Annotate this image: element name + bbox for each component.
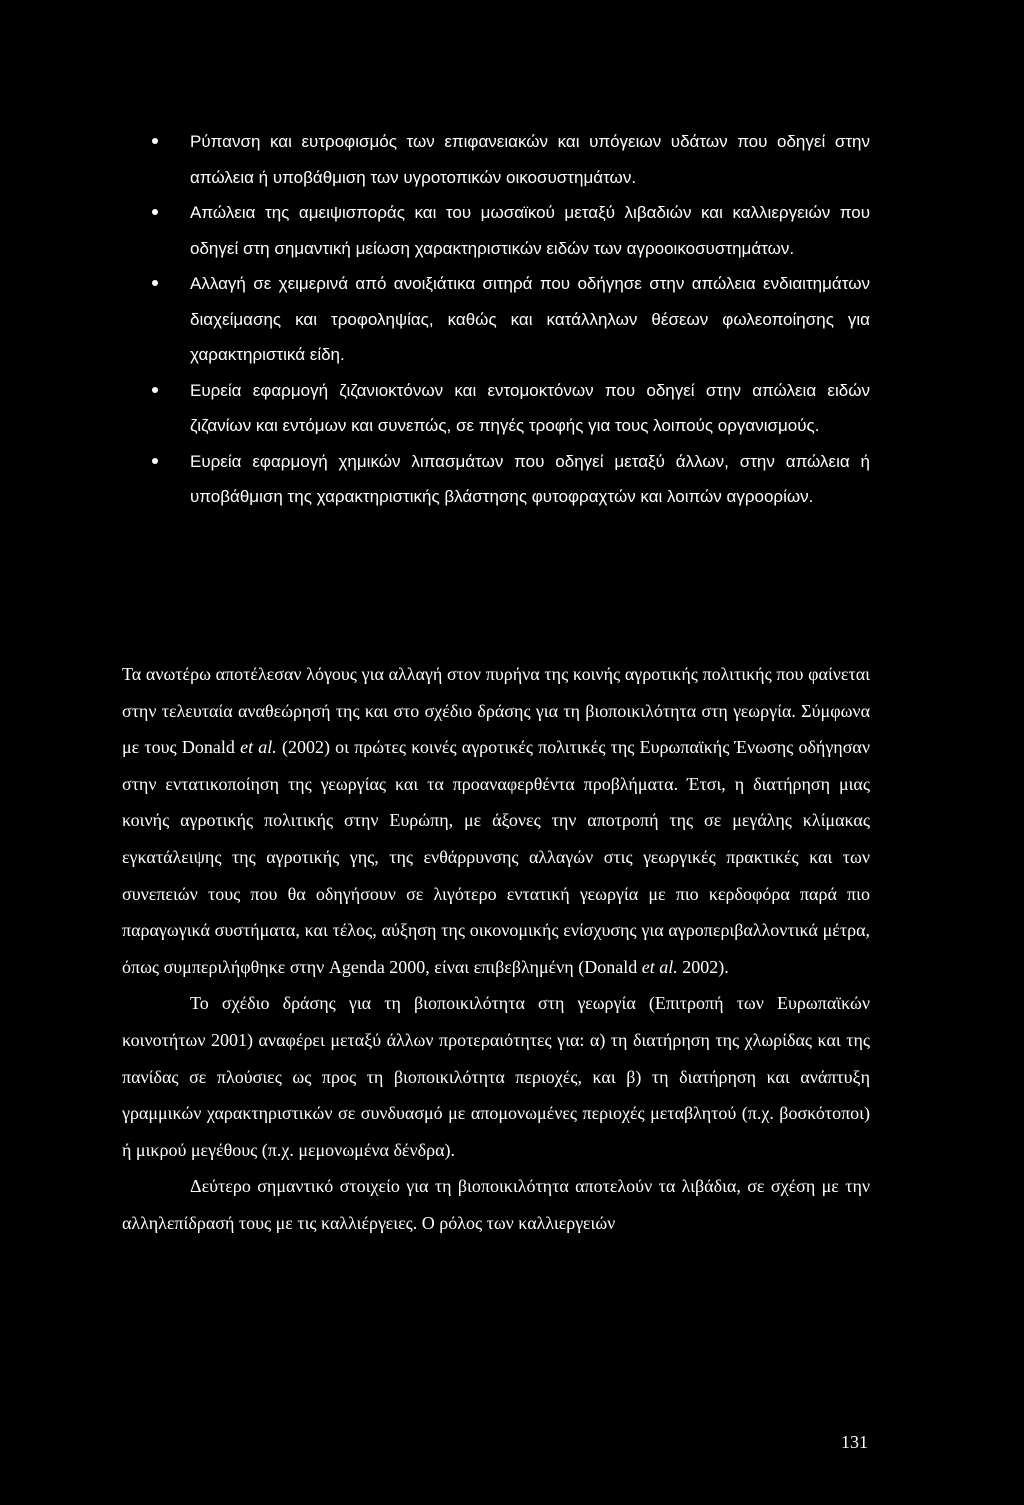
paragraph-text: 2002). xyxy=(677,956,729,977)
page-number: 131 xyxy=(841,1432,868,1452)
bullet-text: Ευρεία εφαρμογή χημικών λιπασμάτων που οδηγεί μεταξύ άλλων, στην απώλεια ή υποβάθμιση της χαρακτηριστικής βλάστησης φυτοφραχτών και λοιπών αγροορίων. xyxy=(190,451,870,506)
et-al-citation: et al. xyxy=(641,956,678,977)
bullet-text: Αλλαγή σε χειμερινά από ανοιξιάτικα σιτηρά που οδήγησε στην απώλεια ενδιαιτημάτων διαχείμασης και τροφοληψίας, καθώς και κατάλληλων θέσεων φωλεοποίησης για χαρακτηριστικά είδη. xyxy=(190,274,870,364)
body-text xyxy=(122,656,870,1242)
paragraph-action-plan: Το σχέδιο δράσης για τη βιοποικιλότητα στη γεωργία (Επιτροπή των Ευρωπαϊκών κοινοτήτων 2001) αναφέρει μεταξύ άλλων προτεραιότητες για: α) τη διατήρηση της χλωρίδας και της πανίδας σε πλούσιες ως προς τη βιοποικιλότητα περιοχές, και β) τη διατήρηση και ανάπτυξη γραμμικών χαρακτηριστικών σε συνδυασμό με απομονωμένες περιοχές μεταβλητού (π.χ. βοσκότοποι) ή μικρού μεγέθους (π.χ. μεμονωμένα δένδρα). xyxy=(122,993,870,1160)
bullet-dot-icon xyxy=(152,280,158,286)
bullet-item xyxy=(150,195,870,266)
bullet-item xyxy=(150,444,870,515)
bullet-dot-icon xyxy=(152,458,158,464)
et-al-citation: et al. xyxy=(240,737,277,758)
paragraph-text: Τα ανωτέρω αποτέλεσαν λόγους για αλλαγή στον πυρήνα της κοινής αγροτικής πολιτικής που φαίνεται στην τελευταία αναθεώρησή της και στο σχέδιο δράσης για τη βιοποικιλότητα στη γεωργία. Σύμφωνα με τους Donald xyxy=(122,664,870,758)
bullet-list xyxy=(150,124,870,515)
bullet-dot-icon xyxy=(152,138,158,144)
paragraph-text: (2002) οι πρώτες κοινές αγροτικές πολιτικές της Ευρωπαϊκής Ένωσης οδήγησαν στην εντατικοποίηση της γεωργίας και τα προαναφερθέντα προβλήματα. Έτσι, η διατήρηση μιας κοινής αγροτικής πολιτικής στην Ευρώπη, με άξονες την αποτροπή της σε μεγάλης κλίμακας εγκατάλειψης της αγροτικής γης, της ενθάρρυνσης αλλαγών στις γεωργικές πρακτικές και των συνεπειών τους που θα οδηγήσουν σε λιγότερο εντατική γεωργία με πιο κερδοφόρα παρά πιο παραγωγικά συστήματα, και τέλος, αύξηση της οικονομικής ενίσχυσης για αγροπεριβαλλοντικά μέτρα, όπως συμπεριλήφθηκε στην Agenda 2000, είναι επιβεβλημένη (Donald xyxy=(122,737,870,977)
bullet-text: Απώλεια της αμειψισποράς και του μωσαϊκού μεταξύ λιβαδιών και καλλιεργειών που οδηγεί στη σημαντική μείωση χαρακτηριστικών ειδών των αγροοικοσυστημάτων. xyxy=(190,203,870,258)
bullet-dot-icon xyxy=(152,209,158,215)
bullet-text: Ρύπανση και ευτροφισμός των επιφανειακών και υπόγειων υδάτων που οδηγεί στην απώλεια ή υποβάθμιση των υγροτοπικών οικοσυστημάτων. xyxy=(190,132,870,187)
bullet-dot-icon xyxy=(152,387,158,393)
bullet-text: Ευρεία εφαρμογή ζιζανιοκτόνων και εντομοκτόνων που οδηγεί στην απώλεια ειδών ζιζανίων και εντόμων και συνεπώς, σε πηγές τροφής για τους λοιπούς οργανισμούς. xyxy=(190,380,870,435)
paragraph-grasslands: Δεύτερο σημαντικό στοιχείο για τη βιοποικιλότητα αποτελούν τα λιβάδια, σε σχέση με την αλληλεπίδρασή τους με τις καλλιέργειες. Ο ρόλος των καλλιεργειών xyxy=(122,1176,870,1233)
bullet-item xyxy=(150,266,870,373)
bullet-item xyxy=(150,124,870,195)
bullet-item xyxy=(150,373,870,444)
paragraph-cap-reform xyxy=(122,656,870,985)
